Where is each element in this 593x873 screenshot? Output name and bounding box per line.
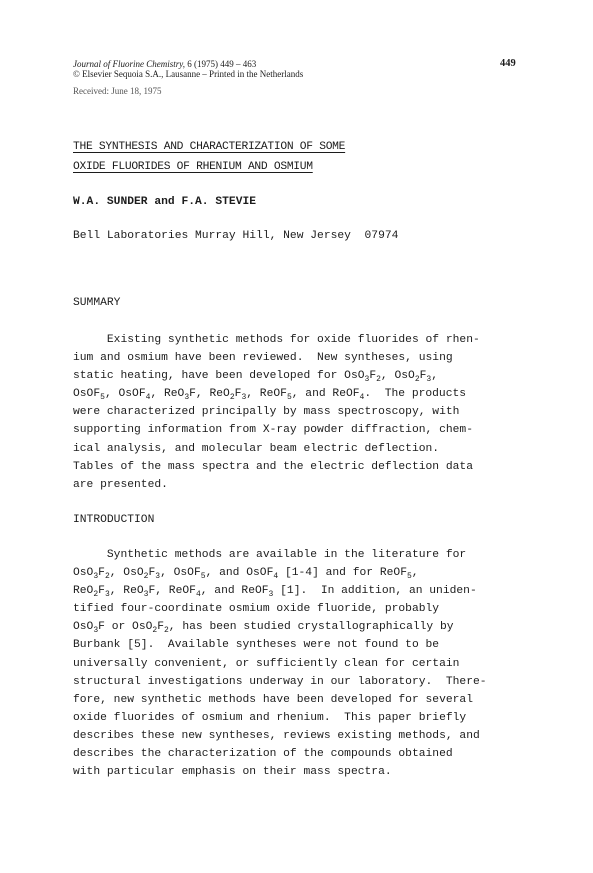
text-line: universally convenient, or sufficiently clean for certain [73,657,460,670]
title-line-1: THE SYNTHESIS AND CHARACTERIZATION OF SOME [73,141,346,153]
text-line: OsOF$_5$, OsOF$_4$, ReO$_3$F, $ReO_2F_3$, ReOF$_5$, and ReOF$_4$. The products [73,388,467,403]
text-line: ical analysis, and molecular beam electric deflection. [73,442,440,455]
text-line: describes these new syntheses, reviews existing methods, and [73,729,480,742]
text-line: supporting information from X-ray powder diffraction, chem- [73,424,473,437]
introduction-paragraph [73,546,523,781]
summary-heading: SUMMARY [73,297,121,309]
text-line: are presented. [73,478,168,491]
paper-title [73,137,345,177]
text-line: Tables of the mass spectra and the electric deflection data [73,460,473,473]
text-line: describes the characterization of the compounds obtained [73,748,453,761]
text-line: with particular emphasis on their mass spectra. [73,766,392,779]
text-line: static heating, have been developed for $OsO_3F_2$, $OsO_2F_3$, [73,370,439,385]
summary-paragraph [73,331,523,494]
title-line-2: OXIDE FLUORIDES OF RHENIUM AND OSMIUM [73,161,313,173]
introduction-heading: INTRODUCTION [73,514,155,526]
text-line: oxide fluorides of osmium and rhenium. This paper briefly [73,711,467,724]
affiliation: Bell Laboratories Murray Hill, New Jersey 07974 [73,230,399,242]
text-line: Synthetic methods are available in the literature for [73,549,467,561]
author-list: W.A. SUNDER and F.A. STEVIE [73,196,257,208]
text-line: $OsO_3F_2$, $OsO_2F_3$, OsOF$_5$, and OsOF$_4$ [1-4] and for ReOF$_5$, [73,567,419,582]
text-line: OsO$_3$F or $OsO_2F_2$, has been studied crystallographically by [73,621,454,636]
text-line: Burbank [5]. Available syntheses were not found to be [73,639,440,652]
text-line: tified four-coordinate osmium oxide fluoride, probably [73,603,440,616]
text-line: structural investigations underway in our laboratory. There- [73,675,487,688]
journal-name: Journal of Fluorine Chemistry, [73,59,185,69]
text-line: fore, new synthetic methods have been developed for several [73,693,473,706]
received-date: Received: June 18, 1975 [73,86,162,96]
journal-ref: 6 (1975) 449 – 463 [185,59,257,69]
text-line: were characterized principally by mass spectroscopy, with [73,406,460,419]
journal-citation [73,59,303,79]
publisher-line: © Elsevier Sequoia S.A., Lausanne – Printed in the Netherlands [73,69,304,79]
text-line: ium and osmium have been reviewed. New syntheses, using [73,352,453,365]
text-line: $ReO_2F_3$, ReO$_3$F, ReOF$_4$, and ReOF$_3$ [1]. In addition, an uniden- [73,585,477,600]
text-line: Existing synthetic methods for oxide fluorides of rhen- [73,334,480,346]
page-number: 449 [500,58,516,69]
